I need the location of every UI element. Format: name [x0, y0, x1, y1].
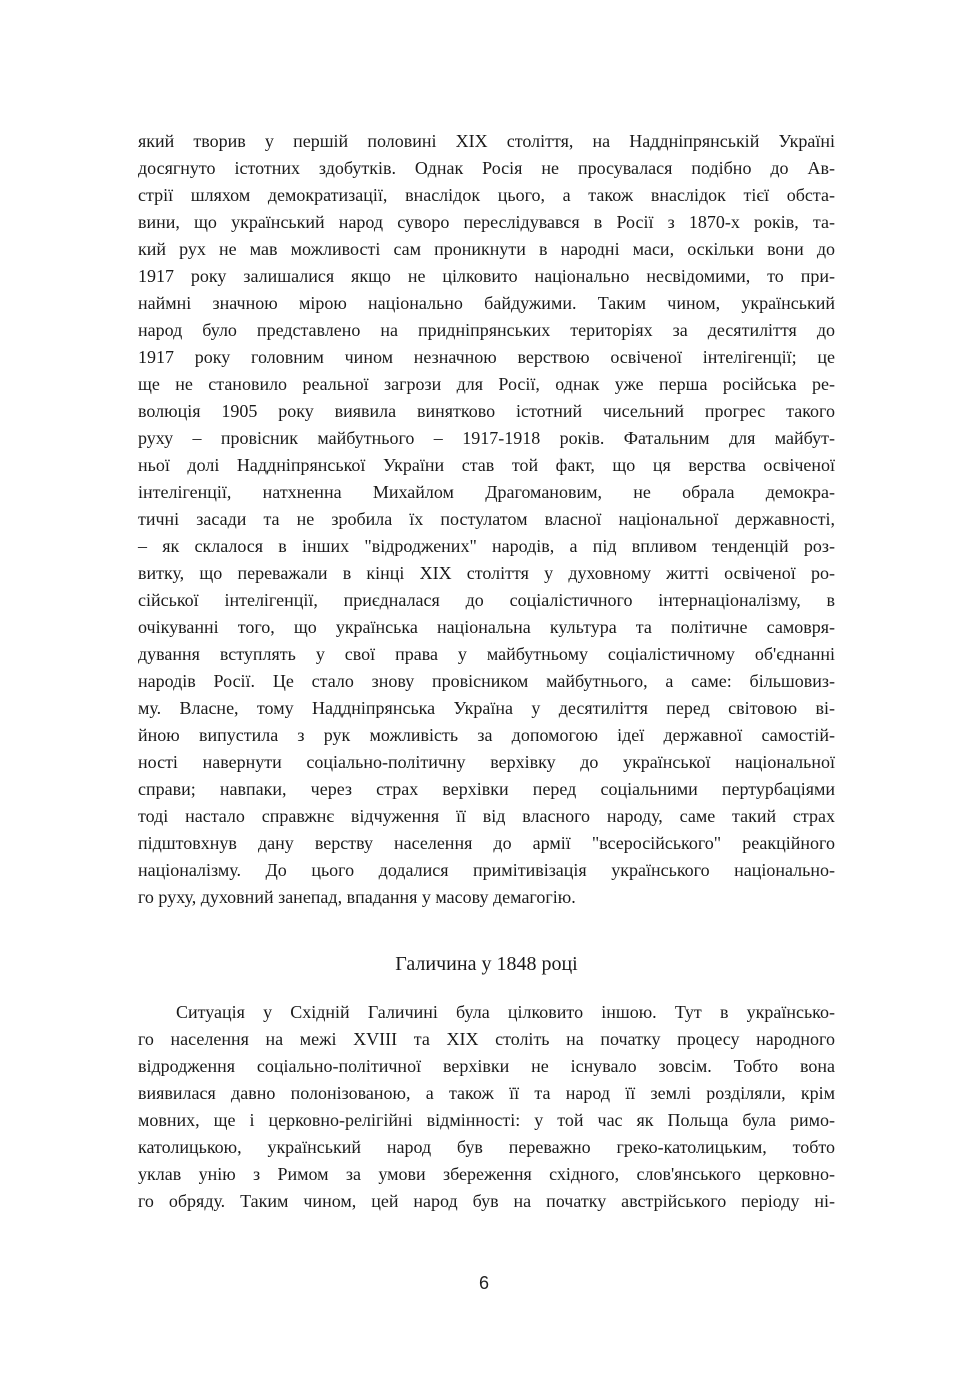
page-number: 6 — [478, 1273, 489, 1293]
text-line: тоді настало справжнє відчуження її від власного народу, саме такий страх — [138, 806, 835, 826]
text-line: вини, що український народ суворо переслідувався в Росії з 1870-х років, та- — [138, 212, 835, 232]
text-line: Ситуація у Східній Галичині була цілковито іншою. Тут в українсько- — [176, 1002, 835, 1022]
text-line: уклав унію з Римом за умови збереження східного, слов'янського церковно- — [138, 1164, 835, 1184]
text-line: очікуванні того, що українська національна культура та політичне самовря- — [138, 617, 835, 637]
text-line: дування вступлять у свої права у майбутньому соціалістичному об'єднанні — [138, 644, 835, 664]
text-line: сійської інтелігенції, приєдналася до соціалістичного інтернаціоналізму, в — [138, 590, 835, 610]
text-line: ності навернути соціально-політичну верхівку до української національної — [138, 752, 835, 772]
body-paragraph-1 — [138, 128, 835, 911]
text-line: кий рух не мав можливості сам проникнути в народні маси, оскільки вони до — [138, 239, 835, 259]
text-line: виявилася давно полонізованою, а також її та народ її землі розділяли, крім — [138, 1083, 835, 1103]
text-line: націоналізму. До цього додалися примітивізація українського національно- — [138, 860, 835, 880]
text-line: відродження соціально-політичної верхівки не існувало зовсім. Тобто вона — [138, 1056, 835, 1076]
text-line: му. Власне, тому Наддніпрянська Україна у десятиліття перед світовою ві- — [138, 698, 835, 718]
text-line: го населення на межі XVIII та XIX століть на початку процесу народного — [138, 1029, 835, 1049]
text-line: волюція 1905 року виявила винятково істотний чисельний прогрес такого — [138, 401, 835, 421]
text-line: йною випустила з рук можливість за допомогою ідеї державної самостій- — [138, 725, 835, 745]
text-line: мовних, ще і церковно-релігійні відмінності: у той час як Польща була римо- — [138, 1110, 835, 1130]
text-line: наймні значною мірою національно байдужими. Таким чином, український — [138, 293, 835, 313]
text-line: досягнуто істотних здобутків. Однак Росія не просувалася подібно до Ав- — [138, 158, 835, 178]
text-line: ще не становило реальної загрози для Росії, однак уже перша російська ре- — [138, 374, 835, 394]
body-paragraph-2 — [138, 999, 835, 1215]
section-heading: Галичина у 1848 році — [395, 953, 578, 975]
text-line: руху – провісник майбутнього – 1917-1918 років. Фатальним для майбут- — [138, 428, 835, 448]
text-line: – як склалося в інших "відроджених" народів, а під впливом тенденцій роз- — [138, 536, 835, 556]
text-line: підштовхнув дану верству населення до армії "всеросійського" реакційного — [138, 833, 835, 853]
text-line: інтелігенції, натхненна Михайлом Драгомановим, не обрала демокра- — [138, 482, 835, 502]
text-line: 1917 року головним чином незначною верствою освіченої інтелігенції; це — [138, 347, 835, 367]
text-line: справи; навпаки, через страх верхівки перед соціальними пертурбаціями — [138, 779, 835, 799]
text-line: католицькою, український народ був переважно греко-католицьким, тобто — [138, 1137, 835, 1157]
text-line: ньої долі Наддніпрянської України став той факт, що ця верства освіченої — [138, 455, 835, 475]
text-line: 1917 року залишалися якщо не цілковито національно несвідомими, то при- — [138, 266, 835, 286]
text-line: витку, що переважали в кінці XIX століття у духовному житті освіченої ро- — [138, 563, 835, 583]
text-line: народ було представлено на придніпрянських територіях за десятиліття до — [138, 320, 835, 340]
text-line: го обряду. Таким чином, цей народ був на початку австрійського періоду ні- — [138, 1191, 835, 1211]
text-line: го руху, духовний занепад, впадання у масову демагогію. — [138, 887, 576, 907]
text-line: тичні засади та не зробила їх постулатом власної національної державності, — [138, 509, 835, 529]
text-line: який творив у першій половині XIX століття, на Наддніпрянській Україні — [138, 131, 835, 151]
text-line: стрії шляхом демократизації, внаслідок цього, а також внаслідок тієї обста- — [138, 185, 835, 205]
text-line: народів Росії. Це стало знову провісником майбутнього, а саме: більшовиз- — [138, 671, 835, 691]
